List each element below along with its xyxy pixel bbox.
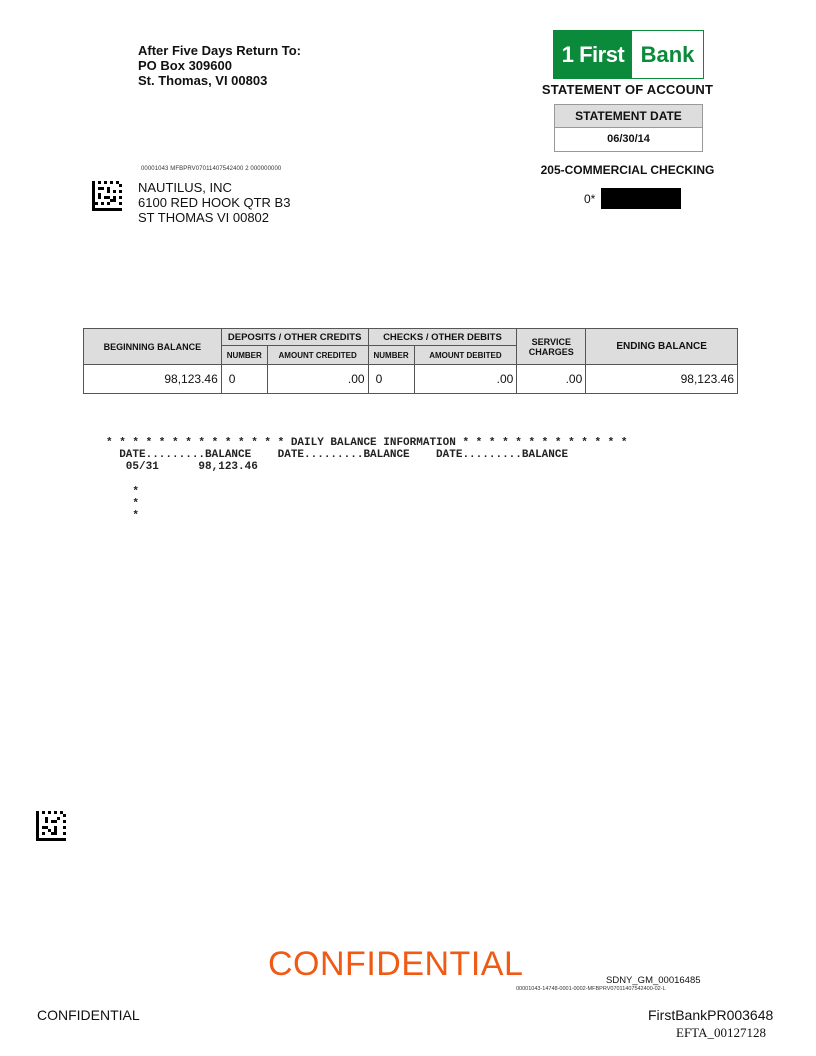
- daily-balance-row: 05/31 98,123.46: [106, 461, 258, 473]
- statement-date-label: STATEMENT DATE: [555, 105, 702, 128]
- daily-balance-banner: * * * * * * * * * * * * * * DAILY BALANCE INFORMATION * * * * * * * * * * * * *: [106, 437, 628, 449]
- account-number: [584, 188, 681, 209]
- confidential-watermark: CONFIDENTIAL: [268, 945, 524, 983]
- daily-balance-star: *: [106, 510, 140, 522]
- datamatrix-barcode-icon: [36, 811, 66, 841]
- return-address-line1: After Five Days Return To:: [138, 43, 302, 58]
- deposits-number-value: 0: [221, 365, 267, 394]
- return-address: [138, 43, 301, 88]
- statement-title: STATEMENT OF ACCOUNT: [541, 82, 714, 97]
- recipient-line1: NAUTILUS, INC: [138, 180, 232, 195]
- confidential-label: CONFIDENTIAL: [37, 1007, 140, 1023]
- beginning-balance-value: 98,123.46: [84, 365, 222, 394]
- account-number-prefix: 0*: [584, 191, 596, 206]
- logo-first: 1 First: [554, 31, 632, 78]
- amount-credited-value: .00: [267, 365, 368, 394]
- firstbank-logo: [553, 30, 704, 79]
- return-address-line2: PO Box 309600: [138, 58, 232, 73]
- datamatrix-barcode-icon: [92, 181, 122, 211]
- amount-debited-value: .00: [414, 365, 517, 394]
- recipient-line2: 6100 RED HOOK QTR B3: [138, 195, 291, 210]
- daily-balance-columns: DATE.........BALANCE DATE.........BALANCE DATE.........BALANCE: [106, 449, 569, 461]
- table-row: [84, 365, 738, 394]
- firstbank-bates: FirstBankPR003648: [648, 1007, 774, 1023]
- header-checks-number: NUMBER: [368, 346, 414, 365]
- account-summary-table: [83, 328, 738, 394]
- barcode-text: 00001043-14748-0001-0002-MFBPRV07011407542400-02-L: [516, 986, 666, 992]
- checks-number-value: 0: [368, 365, 414, 394]
- header-deposits-group: DEPOSITS / OTHER CREDITS: [221, 329, 368, 346]
- account-type: 205-COMMERCIAL CHECKING: [540, 163, 715, 177]
- return-address-line3: St. Thomas, VI 00803: [138, 73, 268, 88]
- daily-balance-star: *: [106, 486, 140, 498]
- header-deposits-number: NUMBER: [221, 346, 267, 365]
- recipient-line3: ST THOMAS VI 00802: [138, 210, 270, 225]
- header-amount-debited: AMOUNT DEBITED: [414, 346, 517, 365]
- header-ending-balance: ENDING BALANCE: [586, 329, 738, 365]
- statement-date-box: [554, 104, 703, 152]
- daily-balance-section: [106, 425, 628, 534]
- header-checks-group: CHECKS / OTHER DEBITS: [368, 329, 517, 346]
- statement-date-value: 06/30/14: [607, 133, 650, 145]
- mail-code: 00001043 MFBPRV07011407542400 2 000000000: [141, 166, 282, 172]
- recipient-address: [138, 180, 290, 225]
- logo-bank: Bank: [632, 31, 703, 78]
- header-beginning-balance: BEGINNING BALANCE: [84, 329, 222, 365]
- service-charges-value: .00: [517, 365, 586, 394]
- header-amount-credited: AMOUNT CREDITED: [267, 346, 368, 365]
- ending-balance-value: 98,123.46: [586, 365, 738, 394]
- sdny-bates: SDNY_GM_00016485: [606, 975, 701, 986]
- daily-balance-star: *: [106, 498, 140, 510]
- header-service-charges: SERVICE CHARGES: [517, 329, 586, 365]
- redaction-bar: [601, 188, 681, 209]
- efta-number: EFTA_00127128: [676, 1025, 766, 1040]
